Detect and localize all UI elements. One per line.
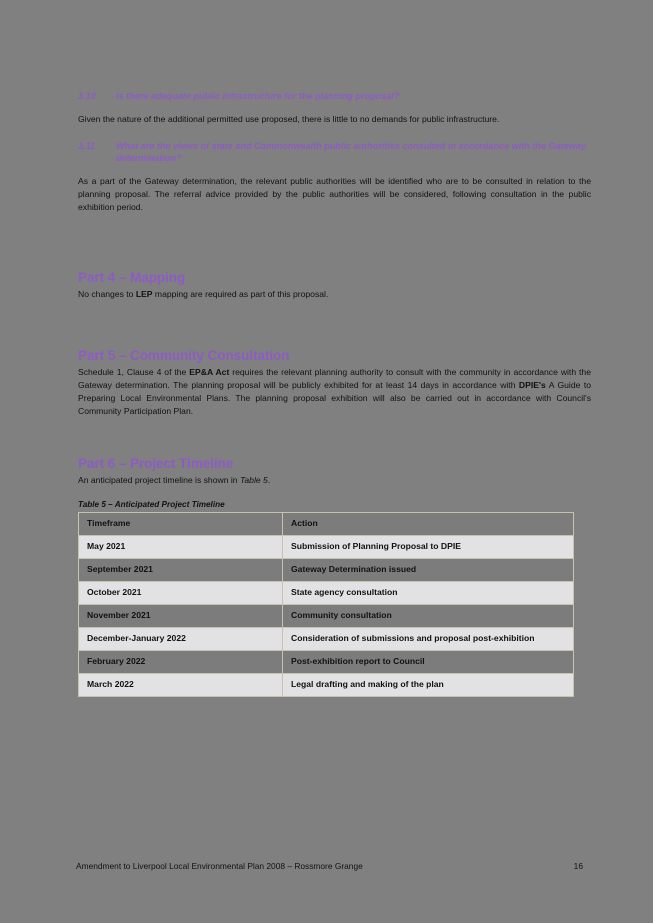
column-header-timeframe: Timeframe <box>79 512 283 535</box>
part4-text-post: mapping are required as part of this proposal. <box>152 289 329 300</box>
cell-action: Post-exhibition report to Council <box>283 650 574 673</box>
table-row <box>79 558 574 581</box>
table-body <box>79 535 574 696</box>
cell-action: Submission of Planning Proposal to DPIE <box>283 535 574 558</box>
paragraph-part-5 <box>78 366 591 419</box>
paragraph-part-4 <box>78 288 591 301</box>
question-text: Is there adequate public infrastructure for the planning proposal? <box>116 91 400 101</box>
spacer <box>78 488 591 500</box>
table-row <box>79 604 574 627</box>
footer-title: Amendment to Liverpool Local Environmental Plan 2008 – Rossmore Grange <box>76 861 363 871</box>
heading-part-5: Part 5 – Community Consultation <box>78 347 290 363</box>
page-content <box>78 90 591 697</box>
cell-timeframe: September 2021 <box>79 558 283 581</box>
cell-timeframe: November 2021 <box>79 604 283 627</box>
question-text: What are the views of state and Commonwealth public authorities consulted in accordance with the Gateway determination? <box>116 140 586 164</box>
part5-bold-dpie: DPIE's <box>518 379 546 390</box>
footer-page-number: 16 <box>573 861 583 871</box>
table-row <box>79 673 574 696</box>
part5-text-2: requires the relevant planning authority to consult with the community in accordance with the Gateway determination. The planning proposal will be publicly exhibited for at least 14 days in accordance with <box>78 366 591 390</box>
table-row <box>79 627 574 650</box>
question-number: 3.11 <box>78 140 96 151</box>
table-row <box>79 581 574 604</box>
cell-timeframe: May 2021 <box>79 535 283 558</box>
spacer <box>78 302 591 348</box>
heading-part-6: Part 6 – Project Timeline <box>78 456 234 472</box>
part6-intro-post: . <box>267 475 271 486</box>
cell-action: Community consultation <box>283 604 574 627</box>
paragraph-part-6 <box>78 474 591 487</box>
page-footer <box>76 861 591 871</box>
part6-table-reference: Table 5 <box>239 475 268 486</box>
cell-action: Gateway Determination issued <box>283 558 574 581</box>
paragraph-3-11-answer: As a part of the Gateway determination, the relevant public authorities will be identified who are to be consulted in relation to the planning proposal. The referral advice provided by the public authorities will be considered, following consultation in the public exhibition period. <box>78 175 591 213</box>
part6-intro-pre: An anticipated project timeline is shown in <box>78 475 240 486</box>
table-caption: Table 5 – Anticipated Project Timeline <box>78 499 225 509</box>
table-row <box>79 650 574 673</box>
cell-timeframe: March 2022 <box>79 673 283 696</box>
cell-action: Legal drafting and making of the plan <box>283 673 574 696</box>
part5-bold-epa-act: EP&A Act <box>189 366 230 377</box>
cell-action: Consideration of submissions and proposal post-exhibition <box>283 627 574 650</box>
column-header-action: Action <box>283 512 574 535</box>
spacer <box>78 228 591 270</box>
project-timeline-table <box>78 512 574 697</box>
table-row <box>79 535 574 558</box>
part4-text-bold: LEP <box>135 289 153 300</box>
paragraph-3-10-answer: Given the nature of the additional permitted use proposed, there is little to no demands for public infrastructure. <box>78 113 500 124</box>
table-header-row <box>79 512 574 535</box>
cell-timeframe: February 2022 <box>79 650 283 673</box>
cell-timeframe: December-January 2022 <box>79 627 283 650</box>
question-heading-3-10 <box>78 90 591 103</box>
question-number: 3.10 <box>78 91 96 101</box>
part4-text-pre: No changes to <box>78 289 136 300</box>
question-heading-3-11 <box>78 140 591 165</box>
spacer <box>78 418 591 456</box>
heading-part-4: Part 4 – Mapping <box>78 270 186 286</box>
part5-text-1: Schedule 1, Clause 4 of the <box>78 366 190 377</box>
cell-action: State agency consultation <box>283 581 574 604</box>
cell-timeframe: October 2021 <box>79 581 283 604</box>
part5-text-3: A Guide to Preparing Local Environmental Plans. The planning proposal exhibition will also be carried out in accordance with Council's Community Participation Plan. <box>78 379 592 417</box>
